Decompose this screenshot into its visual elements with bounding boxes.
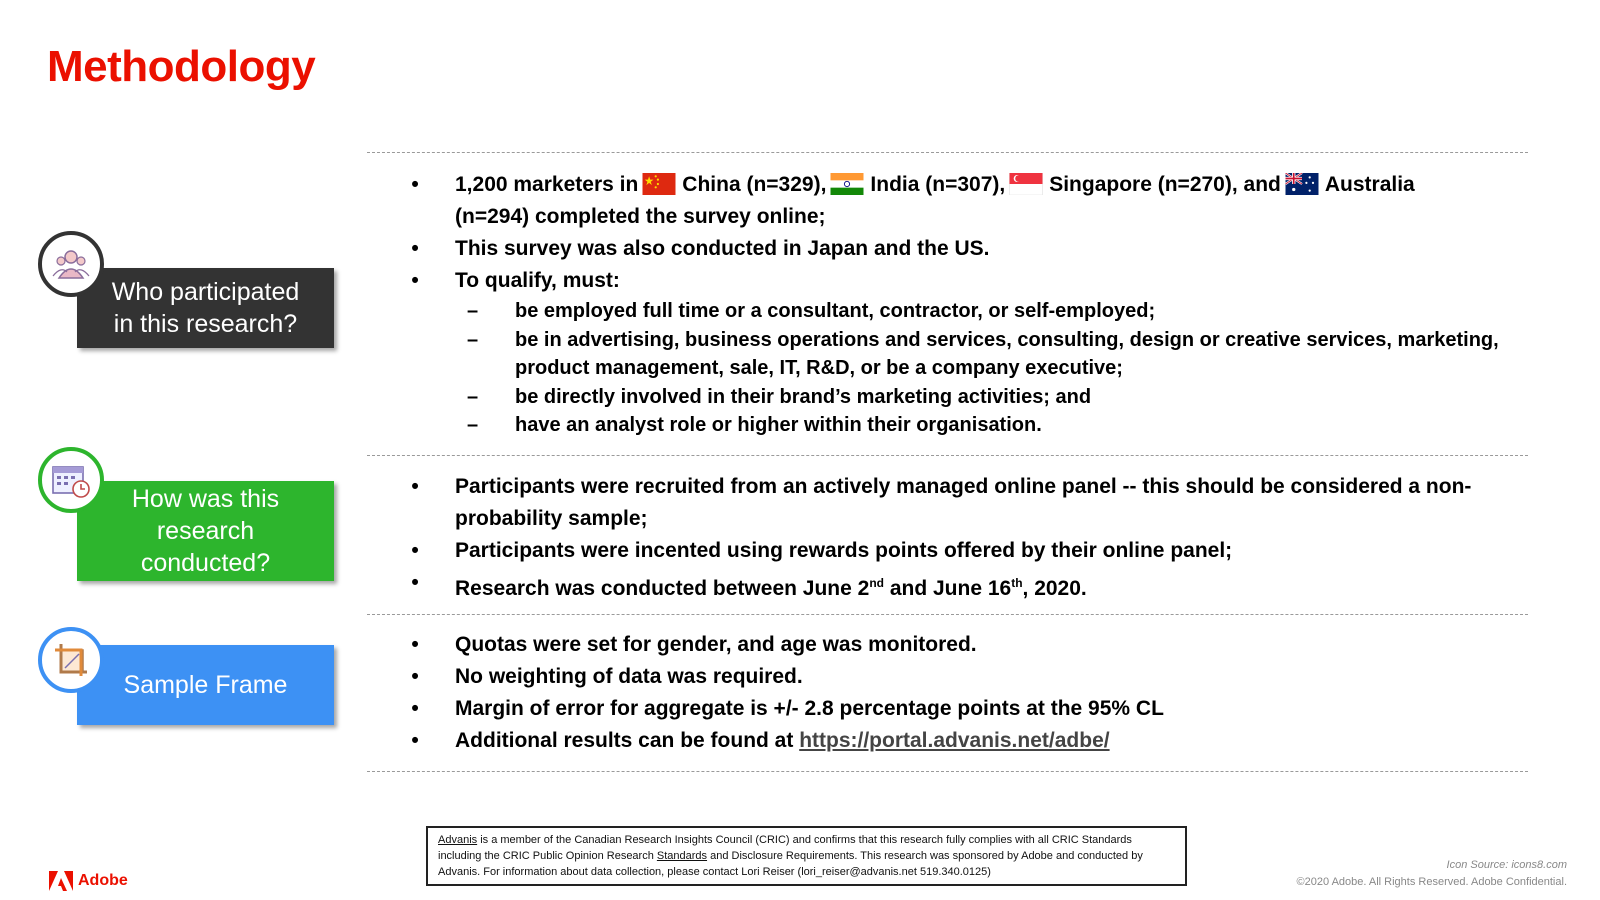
- advanis-link[interactable]: Advanis: [438, 834, 478, 846]
- who-participated-label: [77, 268, 334, 348]
- label-line: How was this: [131, 485, 280, 513]
- section-divider: [367, 614, 1528, 615]
- label-line: conducted?: [140, 549, 271, 577]
- bullet-item: • No weighting of data was required.: [411, 665, 803, 688]
- page-title: Methodology: [47, 42, 316, 91]
- bullet-item: • Margin of error for aggregate is +/- 2.8 percentage points at the 95% CL: [411, 697, 1164, 720]
- conduct-section: [405, 471, 1535, 605]
- sub-item: – be directly involved in their brand’s marketing activities; and: [467, 385, 1092, 408]
- standards-link[interactable]: Standards: [656, 850, 708, 862]
- bullet-item: • Research was conducted between June 2nd and June 16th, 2020.: [411, 571, 1087, 600]
- bullet-item: • Additional results can be found at https://portal.advanis.net/adbe/: [411, 729, 1110, 752]
- section-divider: [367, 455, 1528, 456]
- icon-source: Icon Source: icons8.com: [1446, 859, 1567, 871]
- frame-crop-icon: [38, 627, 104, 693]
- label-line: Sample Frame: [123, 671, 288, 699]
- bullet-item: • Participants were recruited from an actively managed online panel -- this should be considered a non-probability sample;: [411, 475, 1472, 530]
- bullet-item: • This survey was also conducted in Japan and the US.: [411, 237, 990, 260]
- copyright: ©2020 Adobe. All Rights Reserved. Adobe Confidential.: [1296, 876, 1567, 888]
- sample-frame-label: [77, 645, 334, 725]
- results-link[interactable]: https://portal.advanis.net/adbe/: [799, 729, 1110, 752]
- sub-item: – be employed full time or a consultant, contractor, or self-employed;: [467, 300, 1156, 322]
- bullet-item: • 1,200 marketers in China (n=329), India (n=307), Singapore (n=270), and Australia (n=294) completed the survey online;: [411, 173, 1415, 228]
- adobe-logo: Adobe: [49, 871, 128, 891]
- bullet-item: • To qualify, must:: [411, 269, 620, 292]
- bullet-item: • Participants were incented using rewards points offered by their online panel;: [411, 539, 1233, 562]
- user-group-icon: [38, 231, 104, 297]
- singapore-flag-icon: [1009, 173, 1043, 195]
- participants-section: [405, 169, 1535, 440]
- sub-item: – have an analyst role or higher within their organisation.: [467, 414, 1042, 436]
- india-flag-icon: [830, 173, 864, 195]
- label-line: in this research?: [113, 310, 298, 338]
- calendar-clock-icon: [38, 447, 104, 513]
- china-flag-icon: [642, 173, 676, 195]
- australia-flag-icon: [1285, 173, 1319, 195]
- disclosure-note: Advanis is a member of the Canadian Research Insights Council (CRIC) and confirms that this research fully complies with all CRIC Standards including the CRIC Public Opinion Research Standards and Disclosure Requirements. This research was sponsored by Adobe and conducted by Advanis. For information about data collection, please contact Lori Reiser (lori_reiser@advanis.net 519.340.0125): [426, 826, 1187, 886]
- section-divider: [367, 771, 1528, 772]
- label-line: Who participated: [111, 278, 300, 306]
- how-conducted-label: [77, 481, 334, 581]
- sample-frame-section: [405, 629, 1535, 757]
- adobe-logo-icon: [49, 871, 73, 891]
- section-divider: [367, 152, 1528, 153]
- sub-item: – be in advertising, business operations and services, consulting, design or creative services, marketing, product management, sale, IT, R&D, or be a company executive;: [467, 328, 1499, 379]
- label-line: research: [156, 517, 255, 545]
- bullet-item: • Quotas were set for gender, and age was monitored.: [411, 633, 977, 656]
